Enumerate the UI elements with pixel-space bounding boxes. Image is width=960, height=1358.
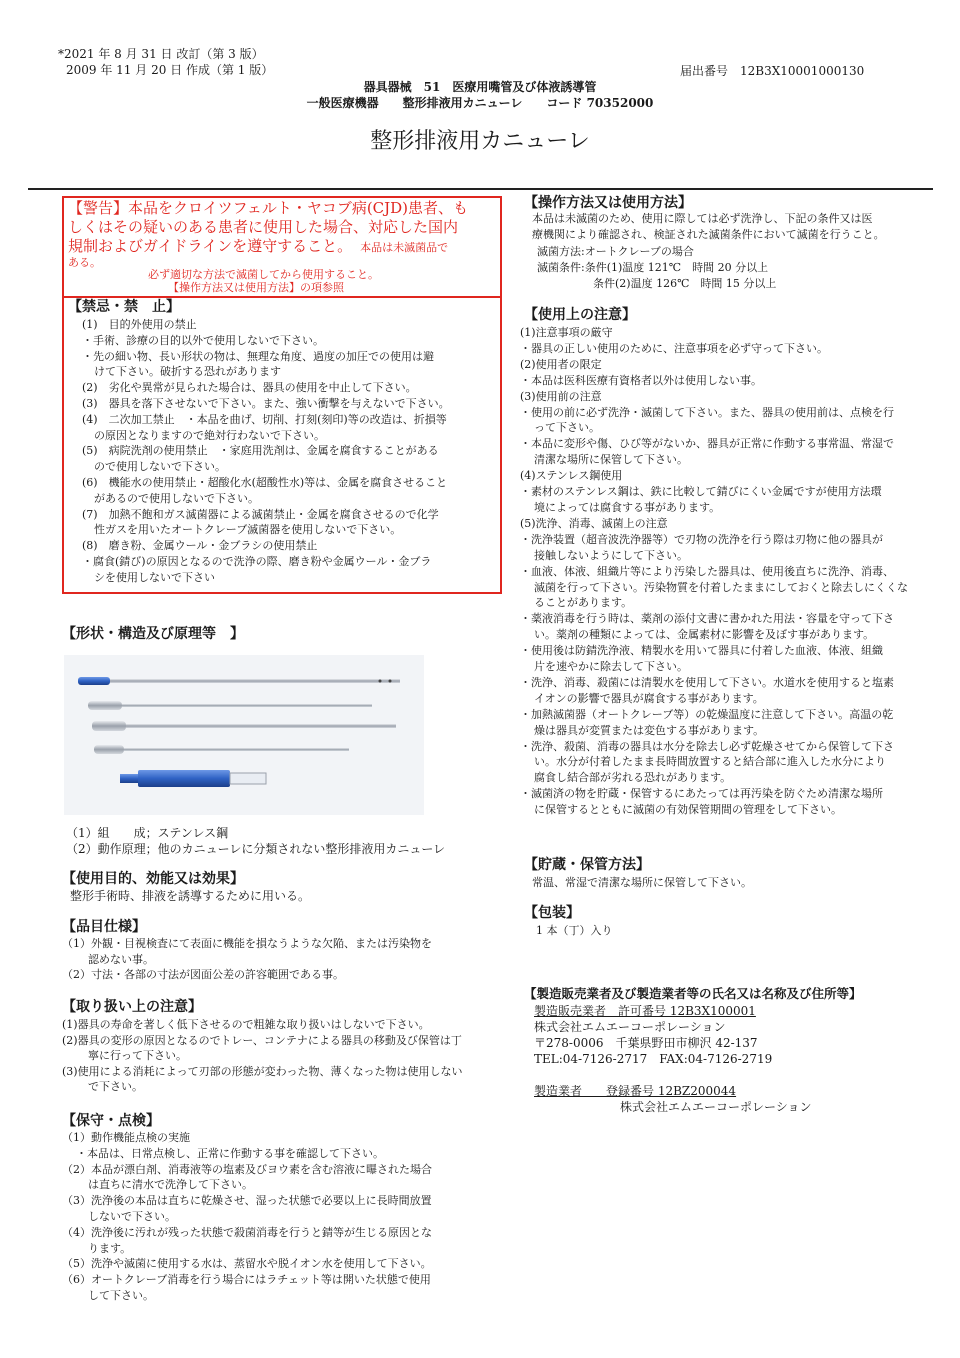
spec-line: （2）寸法・各部の寸法が図面公差の許容範囲である事。 xyxy=(62,968,344,981)
spec-line: 認めない事。 xyxy=(88,952,154,966)
precaution-line: (3)使用前の注意 xyxy=(520,389,602,403)
precaution-line: ・薬液消毒を行う時は、薬剤の添付文書に書かれた用法・容量を守って下さ xyxy=(520,612,894,626)
precaution-line: ・本品に変形や傷、ひび等がないか、器具が正常に作動する事常温、常湿で xyxy=(520,437,894,451)
revision-date: *2021 年 8 月 31 日 改訂（第 3 版） xyxy=(58,47,264,61)
cannula-illustration xyxy=(64,655,424,815)
prohibition-line: ・先の細い物、長い形状の物は、無理な角度、過度の加圧での使用は避 xyxy=(82,349,434,363)
category-line-2: 一般医療機器 整形排液用カニューレ コード 70352000 xyxy=(306,96,654,110)
precaution-line: 境によっては腐食する事があります。 xyxy=(534,500,721,514)
prohibition-line: ・腐食(錆び)の原因となるので洗浄の際、磨き粉や金属ウール・金ブラ xyxy=(82,554,432,568)
precautions-section-title: 【使用上の注意】 xyxy=(524,307,636,323)
precaution-line: い。水分が付着したまま長時間放置すると結合部に進入した水分により xyxy=(534,755,886,769)
page-title: 整形排液用カニューレ xyxy=(370,129,590,154)
shape-principle: （2）動作原理；他のカニューレに分類されない整形排液用カニューレ xyxy=(66,842,446,856)
precaution-line: 清潔な場所に保管して下さい。 xyxy=(534,453,688,467)
category-line-1: 器具器械 51 医療用嘴管及び体液誘導管 xyxy=(363,80,597,94)
shape-section-title: 【形状・構造及び原理等 】 xyxy=(62,626,244,642)
maintenance-line: （1）動作機能点検の実施 xyxy=(62,1131,190,1144)
maintenance-line: は直ちに清水で洗浄して下さい。 xyxy=(88,1178,253,1192)
precaution-line: ・加熱滅菌器（オートクレーブ等）の乾燥温度に注意して下さい。高温の乾 xyxy=(520,707,894,721)
precaution-line: (2)使用者の限定 xyxy=(520,357,602,371)
maintenance-line: ります。 xyxy=(88,1241,132,1255)
precaution-line: 燥は器具が変質または変色する事があります。 xyxy=(534,723,765,737)
storage-section-title: 【貯蔵・保管方法】 xyxy=(524,857,650,873)
notification-number: 届出番号 12B3X10001000130 xyxy=(680,64,865,78)
precaution-line: ・血液、体液、組織片等により汚染した器具は、使用後直ちに洗浄、消毒、 xyxy=(520,564,894,578)
cannula-handle-blue xyxy=(78,677,110,685)
spec-list xyxy=(62,936,502,983)
handling-line: で下さい。 xyxy=(88,1080,143,1093)
precaution-line: (1)注意事項の厳守 xyxy=(520,326,613,339)
precaution-line: ・素材のステンレス鋼は、鉄に比較して錆びにくい金属ですが使用方法環 xyxy=(520,485,882,499)
package-section-title: 【包装】 xyxy=(524,905,580,921)
handling-line: (3)使用による消耗によって刃部の形態が変わった物、薄くなった物は使用しない xyxy=(62,1064,463,1078)
precaution-line: (4)ステンレス鋼使用 xyxy=(520,469,623,483)
prohibition-line: ・手術、診療の目的以外で使用しないで下さい。 xyxy=(82,333,324,347)
header-divider xyxy=(28,188,933,190)
prohibition-box xyxy=(62,296,502,594)
spec-line: （1）外観・目視検査にて表面に機能を損なうような欠陥、または汚染物を xyxy=(62,937,432,950)
maintenance-line: しないで下さい。 xyxy=(88,1209,176,1223)
mah-phone-fax: TEL:04-7126-2717 FAX:04-7126-2719 xyxy=(534,1052,773,1066)
handling-line: (2)器具の変形の原因となるのでトレー、コンテナによる器具の移動及び保管は丁 xyxy=(62,1033,462,1047)
precaution-line: ・使用後は防錆洗浄液、精製水を用いて器具に付着した血液、体液、組織 xyxy=(520,644,883,658)
precaution-line: ・器具の正しい使用のために、注意事項を必ず守って下さい。 xyxy=(520,341,828,355)
warning-box xyxy=(62,196,502,298)
operation-line-2: 療機関により確認され、検証された滅菌条件において滅菌を行うこと。 xyxy=(532,228,885,241)
maintenance-list xyxy=(62,1130,502,1304)
precaution-line: (5)洗浄、消毒、滅菌上の注意 xyxy=(520,516,668,530)
maintenance-line: ・本品は、日常点検し、正常に作動する事を確認して下さい。 xyxy=(76,1146,384,1160)
precaution-line: 腐食し結合部が劣れる恐れがあります。 xyxy=(534,771,732,785)
mah-license: 製造販売業者 許可番号 12B3X100001 xyxy=(534,1004,756,1018)
prohibition-line: (8) 磨き粉、金属ウール・金ブラシの使用禁止 xyxy=(82,539,318,553)
precaution-line: 片を速やかに除去して下さい。 xyxy=(534,660,688,674)
prohibition-line: があるので使用しないで下さい。 xyxy=(94,491,259,505)
precaution-line: 滅菌を行って下さい。汚染物質を付着したままにしておくと除去しにくくな xyxy=(534,580,908,594)
precaution-line: ることがあります。 xyxy=(534,596,633,610)
handling-line: 寧に行って下さい。 xyxy=(88,1049,187,1062)
prohibition-line: (1) 目的外使用の禁止 xyxy=(82,318,197,331)
warning-text-1: 本品をクロイツフェルト・ヤコブ病(CJD)患者、も xyxy=(128,199,469,217)
precaution-line: ・洗浄装置（超音波洗浄器等）で刃物の洗浄を行う際は刃物に他の器具が xyxy=(520,532,883,546)
maintenance-line: （4）洗浄後に汚れが残った状態で殺菌消毒を行うと錆等が生じる原因とな xyxy=(62,1225,432,1239)
maintenance-line: （2）本品が漂白剤、消毒液等の塩素及びヨウ素を含む溶液に曝された場合 xyxy=(62,1162,432,1176)
warning-text-5: 必ず適切な方法で滅菌してから使用すること。 xyxy=(148,268,379,281)
mah-address: 〒278-0006 千葉県野田市柳沢 42-137 xyxy=(534,1036,758,1050)
purpose-section-title: 【使用目的、効能又は効果】 xyxy=(62,871,244,887)
shape-composition: （1）組 成；ステンレス鋼 xyxy=(66,826,229,840)
mah-name: 株式会社エムエーコーポレーション xyxy=(534,1020,726,1034)
operation-line-4: 滅菌条件:条件(1)温度 121℃ 時間 20 分以上 xyxy=(537,261,769,274)
prohibition-line: けて下さい。破折する恐れがあります xyxy=(94,365,281,379)
precaution-line: ・洗浄、消毒、殺菌には清製水を使用して下さい。水道水を使用すると塩素 xyxy=(520,675,894,689)
warning-reference: 【操作方法又は使用方法】の項参照 xyxy=(168,281,344,294)
maintenance-line: （6）オートクレーブ消毒を行う場合にはラチェット等は開いた状態で使用 xyxy=(62,1273,431,1287)
precaution-line: い。薬剤の種類によっては、金属素材に影響を及ぼす事があります。 xyxy=(534,628,875,642)
handling-section-title: 【取り扱い上の注意】 xyxy=(62,999,202,1015)
precaution-line: ・滅菌済の物を貯蔵・保管するにあたっては再汚染を防ぐため清潔な場所 xyxy=(520,787,883,801)
prohibition-line: (3) 器具を落下させないで下さい。また、強い衝撃を与えないで下さい。 xyxy=(82,396,450,410)
manufacturer-name: 株式会社エムエーコーポレーション xyxy=(620,1100,812,1114)
precaution-line: イオンの影響で器具が腐食する事があります。 xyxy=(534,691,764,705)
prohibition-line: 性ガスを用いたオートクレーブ滅菌器を使用しないで下さい。 xyxy=(94,523,402,537)
prohibition-line: (4) 二次加工禁止 ・本品を曲げ、切削、打刻(刻印)等の改造は、折損等 xyxy=(82,412,447,426)
spec-section-title: 【品目仕様】 xyxy=(62,919,146,935)
precaution-line: に保管するとともに滅菌の有効保管期間の管理をして下さい。 xyxy=(534,803,842,817)
prohibition-line: (7) 加熱不飽和ガス滅菌器による滅菌禁止・金属を腐食させるので化学 xyxy=(82,507,439,521)
precaution-line: ・使用の前に必ず洗浄・滅菌して下さい。また、器具の使用前は、点検を行 xyxy=(520,405,894,419)
precaution-line: ・本品は医科医療有資格者以外は使用しない事。 xyxy=(520,373,762,387)
maintenance-section-title: 【保守・点検】 xyxy=(62,1113,160,1129)
manufacturer-section-title: 【製造販売業者及び製造業者等の氏名又は名称及び住所等】 xyxy=(524,986,862,1001)
prohibition-list xyxy=(68,317,496,586)
warning-text-4: ある。 xyxy=(68,256,101,269)
product-photo xyxy=(64,655,424,815)
warning-text-2: しくはその疑いのある患者に使用した場合、対応した国内 xyxy=(68,218,459,236)
maintenance-line: （5）洗浄や滅菌に使用する水は、蒸留水や脱イオン水を使用して下さい。 xyxy=(62,1257,432,1271)
handling-list xyxy=(62,1017,502,1095)
prohibition-line: (6) 機能水の使用禁止・超酸化水(超酸性水)等は、金属を腐食させること xyxy=(82,475,448,489)
warning-unsterile-note: 本品は未滅菌品で xyxy=(360,241,449,254)
precaution-line: ・洗浄、殺菌、消毒の器具は水分を除去し必ず乾燥させてから保管して下さ xyxy=(520,739,894,753)
creation-date: 2009 年 11 月 20 日 作成（第 1 版） xyxy=(66,63,274,77)
package-text: 1 本（丁）入り xyxy=(536,924,613,937)
maintenance-line: （3）洗浄後の本品は直ちに乾燥させ、湿った状態で必要以上に長時間放置 xyxy=(62,1194,432,1208)
cannula-blue-body xyxy=(138,770,230,787)
precaution-line: 接触しないようにして下さい。 xyxy=(534,548,688,562)
prohibition-title: 【禁忌・禁 止】 xyxy=(68,299,180,315)
warning-text-3: 規制およびガイドラインを遵守すること。 xyxy=(68,237,353,255)
prohibition-line: (5) 病院洗剤の使用禁止 ・家庭用洗剤は、金属を腐食することがある xyxy=(82,444,439,458)
purpose-text: 整形手術時、排液を誘導するために用いる。 xyxy=(70,889,311,903)
handling-line: (1)器具の寿命を著しく低下させるので粗雑な取り扱いはしないで下さい。 xyxy=(62,1018,430,1031)
manufacturer-registration: 製造業者 登録番号 12BZ200044 xyxy=(534,1084,737,1098)
operation-line-3: 滅菌方法:オートクレーブの場合 xyxy=(537,245,694,258)
prohibition-line: シを使用しないで下さい xyxy=(94,570,215,584)
prohibition-line: (2) 劣化や異常が見られた場合は、器具の使用を中止して下さい。 xyxy=(82,381,417,395)
maintenance-line: して下さい。 xyxy=(88,1288,154,1302)
operation-line-1: 本品は未滅菌のため、使用に際しては必ず洗浄し、下記の条件又は医 xyxy=(532,212,873,225)
prohibition-line: ので使用しないで下さい。 xyxy=(94,460,226,474)
storage-text: 常温、常湿で清潔な場所に保管して下さい。 xyxy=(532,876,752,889)
precaution-line: って下さい。 xyxy=(534,421,600,435)
operation-section-title: 【操作方法又は使用方法】 xyxy=(524,195,692,211)
operation-line-5: 条件(2)温度 126℃ 時間 15 分以上 xyxy=(593,277,777,290)
prohibition-line: の原因となりますので絶対行わないで下さい。 xyxy=(94,428,325,442)
precautions-list xyxy=(520,325,930,818)
warning-title: 【警告】 xyxy=(68,199,129,217)
